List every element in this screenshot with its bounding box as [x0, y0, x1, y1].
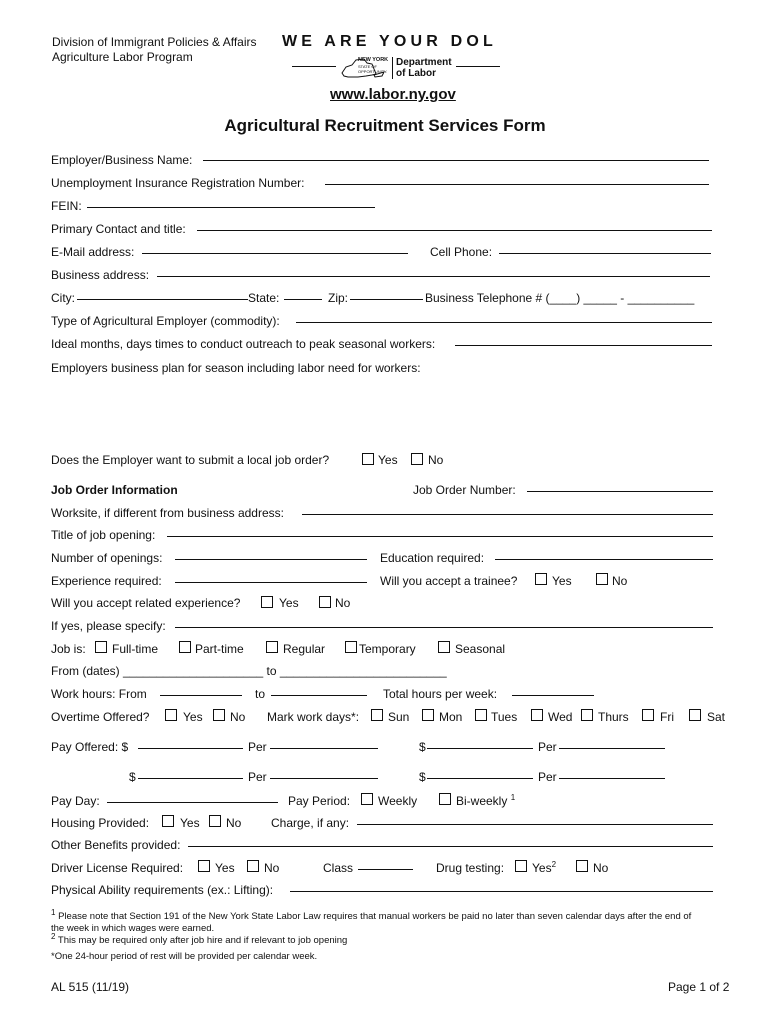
class-label: Class [323, 861, 354, 875]
trainee-yes-checkbox[interactable] [535, 573, 547, 585]
trainee-no-checkbox[interactable] [596, 573, 608, 585]
job-order-number-field[interactable] [527, 491, 713, 492]
local-job-order-yes-checkbox[interactable] [362, 453, 374, 465]
pay-per-field-1[interactable] [270, 748, 378, 749]
housing-no-checkbox[interactable] [209, 815, 221, 827]
regular-label: Regular [283, 642, 326, 656]
driver-license-label: Driver License Required: [51, 861, 184, 875]
day-thurs-label: Thurs [598, 710, 629, 724]
bi-weekly-checkbox[interactable] [439, 793, 451, 805]
pay-dollar-label-2: $ [419, 740, 426, 754]
weekly-checkbox[interactable] [361, 793, 373, 805]
day-wed-checkbox[interactable] [531, 709, 543, 721]
regular-checkbox[interactable] [266, 641, 278, 653]
class-field[interactable] [358, 869, 413, 870]
pay-day-field[interactable] [107, 802, 278, 803]
pay-offered-amount-1[interactable] [138, 748, 243, 749]
ideal-months-field[interactable] [455, 345, 712, 346]
email-label: E-Mail address: [51, 245, 135, 259]
logo-state-text: NEW YORK [358, 57, 389, 63]
seasonal-label: Seasonal [455, 642, 506, 656]
dol-logo [292, 55, 502, 83]
full-time-label: Full-time [112, 642, 159, 656]
work-hours-to-field[interactable] [271, 695, 367, 696]
physical-label: Physical Ability requirements (ex.: Lifting): [51, 883, 274, 897]
employer-name-label: Employer/Business Name: [51, 153, 193, 167]
local-job-order-label: Does the Employer want to submit a local job order? [51, 453, 330, 467]
driver-license-no-label: No [264, 861, 280, 875]
job-order-number-label: Job Order Number: [413, 483, 516, 497]
drug-testing-label: Drug testing: [436, 861, 505, 875]
logo-rule-left [292, 66, 336, 67]
work-hours-to-label: to [255, 687, 266, 701]
pay-offered-amount-3[interactable] [138, 778, 243, 779]
logo-sub2: OPPORTUNITY. [358, 69, 388, 74]
page-number: Page 1 of 2 [668, 980, 730, 994]
overtime-yes-label: Yes [183, 710, 203, 724]
day-tues-checkbox[interactable] [475, 709, 487, 721]
pay-dollar-label-4: $ [419, 770, 426, 784]
overtime-yes-checkbox[interactable] [165, 709, 177, 721]
trainee-yes-label: Yes [552, 574, 572, 588]
business-address-field[interactable] [157, 276, 710, 277]
business-phone-label[interactable]: Business Telephone # (____) _____ - __________ [425, 291, 695, 305]
website-link[interactable]: www.labor.ny.gov [330, 86, 456, 103]
physical-field[interactable] [290, 891, 713, 892]
program-line: Agriculture Labor Program [52, 50, 193, 64]
employer-type-field[interactable] [296, 322, 712, 323]
temporary-label: Temporary [359, 642, 416, 656]
division-name [52, 35, 257, 65]
mark-work-days-label: Mark work days*: [267, 710, 360, 724]
housing-label: Housing Provided: [51, 816, 150, 830]
bi-weekly-label [456, 794, 515, 808]
total-hours-field[interactable] [512, 695, 594, 696]
day-sat-label: Sat [707, 710, 726, 724]
logo-dept-line2: of Labor [396, 68, 436, 79]
housing-no-label: No [226, 816, 242, 830]
footnote-2 [51, 931, 348, 946]
pay-per-label-2: Per [538, 740, 557, 754]
primary-contact-field[interactable] [197, 230, 712, 231]
day-mon-label: Mon [439, 710, 463, 724]
worksite-field[interactable] [302, 514, 713, 515]
trainee-label: Will you accept a trainee? [380, 574, 518, 588]
pay-per-label-4: Per [538, 770, 557, 784]
primary-contact-label: Primary Contact and title: [51, 222, 186, 236]
day-tues-label: Tues [491, 710, 518, 724]
related-exp-label: Will you accept related experience? [51, 596, 241, 610]
logo-rule-right [456, 66, 500, 67]
day-sat-checkbox[interactable] [689, 709, 701, 721]
overtime-no-label: No [230, 710, 246, 724]
cell-phone-label: Cell Phone: [430, 245, 493, 259]
related-exp-yes-checkbox[interactable] [261, 596, 273, 608]
pay-per-label-3: Per [248, 770, 267, 784]
trainee-no-label: No [612, 574, 628, 588]
pay-per-label-1: Per [248, 740, 267, 754]
footnote-1-marker: 1 [510, 793, 516, 802]
city-field[interactable] [77, 299, 248, 300]
job-order-heading: Job Order Information [51, 483, 178, 497]
drug-testing-yes-checkbox[interactable] [515, 860, 527, 872]
footnote-2-text: This may be required only after job hire and if relevant to job opening [57, 935, 348, 946]
pay-per-field-3[interactable] [270, 778, 378, 779]
local-job-order-no-checkbox[interactable] [411, 453, 423, 465]
driver-license-yes-checkbox[interactable] [198, 860, 210, 872]
ui-number-label: Unemployment Insurance Registration Number: [51, 176, 305, 190]
footnote-1-text: Please note that Section 191 of the New York State Labor Law requires that manual workers be paid no later than seven calendar days after the end of [58, 911, 692, 922]
weekly-label: Weekly [378, 794, 418, 808]
division-line: Division of Immigrant Policies & Affairs [52, 35, 257, 49]
charge-label: Charge, if any: [271, 816, 350, 830]
footnote-1-continued: the week in which wages were earned. [51, 923, 215, 934]
day-sun-checkbox[interactable] [371, 709, 383, 721]
business-plan-area[interactable] [51, 378, 711, 444]
charge-field[interactable] [357, 824, 713, 825]
city-label: City: [51, 291, 75, 305]
overtime-label: Overtime Offered? [51, 710, 150, 724]
pay-offered-amount-4[interactable] [427, 778, 533, 779]
housing-yes-label: Yes [180, 816, 200, 830]
related-exp-no-checkbox[interactable] [319, 596, 331, 608]
from-dates-label[interactable]: From (dates) _____________________ to _________________________ [51, 664, 447, 678]
footnote-2-number: 2 [51, 931, 56, 941]
job-is-label: Job is: [51, 642, 86, 656]
business-plan-label: Employers business plan for season including labor need for workers: [51, 361, 421, 375]
ui-number-field[interactable] [325, 184, 709, 185]
fein-label: FEIN: [51, 199, 82, 213]
state-label: State: [248, 291, 280, 305]
business-address-label: Business address: [51, 268, 150, 282]
pay-dollar-label-3: $ [129, 770, 136, 784]
logo-dept-line1: Department [396, 57, 452, 68]
bi-weekly-text: Bi-weekly [456, 794, 508, 808]
day-sun-label: Sun [388, 710, 410, 724]
driver-license-yes-label: Yes [215, 861, 235, 875]
full-time-checkbox[interactable] [95, 641, 107, 653]
pay-offered-amount-2[interactable] [427, 748, 533, 749]
job-title-label: Title of job opening: [51, 528, 156, 542]
if-yes-label: If yes, please specify: [51, 619, 166, 633]
local-job-order-no-label: No [428, 453, 444, 467]
fein-field[interactable] [87, 207, 375, 208]
pay-offered-label: Pay Offered: $ [51, 740, 129, 754]
experience-field[interactable] [175, 582, 367, 583]
related-exp-no-label: No [335, 596, 351, 610]
drug-testing-no-label: No [593, 861, 609, 875]
footnote-rest-day: *One 24-hour period of rest will be provided per calendar week. [51, 951, 318, 962]
related-exp-yes-label: Yes [279, 596, 299, 610]
employer-name-field[interactable] [203, 160, 709, 161]
zip-field[interactable] [350, 299, 423, 300]
day-wed-label: Wed [548, 710, 573, 724]
form-code: AL 515 (11/19) [51, 980, 130, 994]
footnote-1 [51, 907, 692, 922]
day-thurs-checkbox[interactable] [581, 709, 593, 721]
drug-testing-yes-label [532, 861, 556, 875]
logo-divider [392, 57, 393, 79]
total-hours-label: Total hours per week: [383, 687, 498, 701]
work-hours-from-field[interactable] [160, 695, 242, 696]
email-field[interactable] [142, 253, 408, 254]
part-time-label: Part-time [195, 642, 244, 656]
overtime-no-checkbox[interactable] [213, 709, 225, 721]
form-title: Agricultural Recruitment Services Form [224, 116, 546, 135]
education-label: Education required: [380, 551, 485, 565]
pay-per-field-4[interactable] [559, 778, 665, 779]
seasonal-checkbox[interactable] [438, 641, 450, 653]
temporary-checkbox[interactable] [345, 641, 357, 653]
day-fri-checkbox[interactable] [642, 709, 654, 721]
part-time-checkbox[interactable] [179, 641, 191, 653]
education-field[interactable] [495, 559, 713, 560]
other-benefits-label: Other Benefits provided: [51, 838, 181, 852]
pay-day-label: Pay Day: [51, 794, 100, 808]
worksite-label: Worksite, if different from business address: [51, 506, 284, 520]
openings-field[interactable] [175, 559, 367, 560]
slogan: WE ARE YOUR DOL [282, 33, 498, 50]
housing-yes-checkbox[interactable] [162, 815, 174, 827]
logo-sub1: STATE OF [358, 64, 377, 69]
state-field[interactable] [284, 299, 322, 300]
footnote-1-number: 1 [51, 907, 56, 917]
drug-testing-no-checkbox[interactable] [576, 860, 588, 872]
pay-period-label: Pay Period: [288, 794, 351, 808]
zip-label: Zip: [328, 291, 349, 305]
day-fri-label: Fri [660, 710, 674, 724]
footnote-2-marker: 2 [551, 860, 557, 869]
ideal-months-label: Ideal months, days times to conduct outreach to peak seasonal workers: [51, 337, 436, 351]
pay-per-field-2[interactable] [559, 748, 665, 749]
experience-label: Experience required: [51, 574, 162, 588]
cell-phone-field[interactable] [499, 253, 711, 254]
driver-license-no-checkbox[interactable] [247, 860, 259, 872]
day-mon-checkbox[interactable] [422, 709, 434, 721]
local-job-order-yes-label: Yes [378, 453, 398, 467]
work-hours-label: Work hours: From [51, 687, 147, 701]
employer-type-label: Type of Agricultural Employer (commodity): [51, 314, 280, 328]
if-yes-field[interactable] [175, 627, 713, 628]
other-benefits-field[interactable] [188, 846, 713, 847]
job-title-field[interactable] [167, 536, 713, 537]
openings-label: Number of openings: [51, 551, 163, 565]
drug-testing-yes-text: Yes [532, 861, 552, 875]
